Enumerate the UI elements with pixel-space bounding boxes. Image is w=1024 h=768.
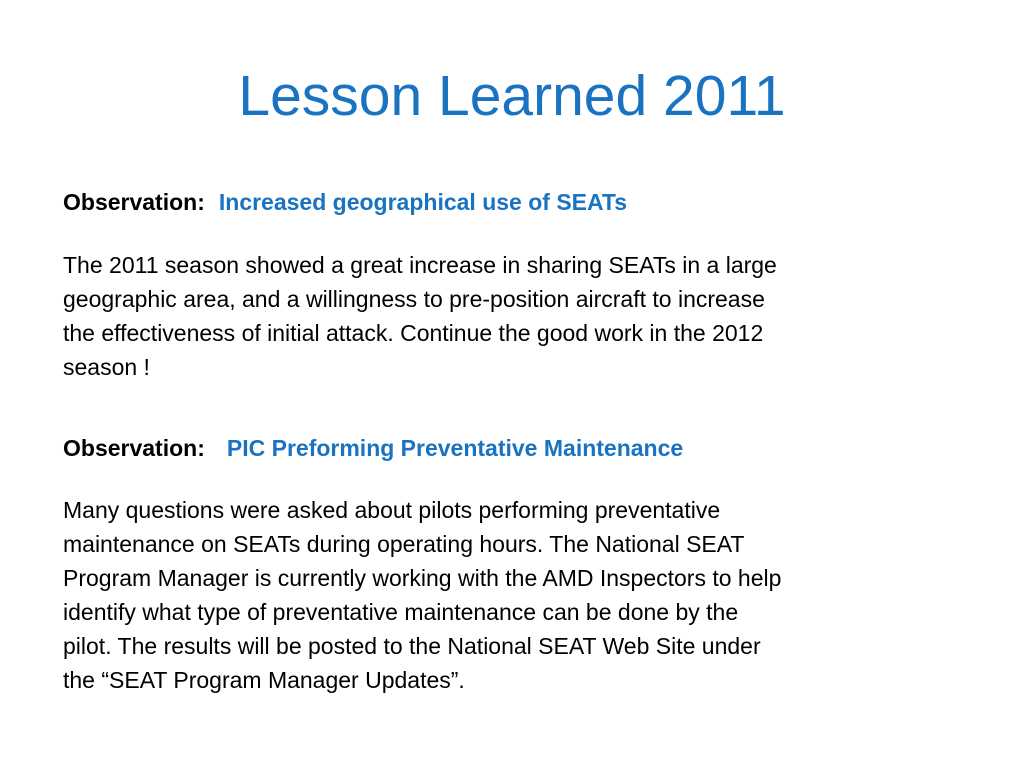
observation-topic: Increased geographical use of SEATs xyxy=(218,189,628,215)
observation-heading xyxy=(63,434,683,462)
observation-topic: PIC Preforming Preventative Maintenance xyxy=(226,435,684,461)
observation-body: Many questions were asked about pilots performing preventative maintenance on SEATs during operating hours. The National SEAT Program Manager is currently working with the AMD Inspectors to help identify what type of preventative maintenance can be done by the pilot. The results will be posted to the National SEAT Web Site under the “SEAT Program Manager Updates”. xyxy=(63,497,782,693)
slide-title: Lesson Learned 2011 xyxy=(238,64,786,128)
observation-body: The 2011 season showed a great increase in sharing SEATs in a large geographic area, and a willingness to pre-position aircraft to increase the effectiveness of initial attack. Continue the good work in the 2012 season ! xyxy=(63,252,777,380)
observation-heading xyxy=(63,188,627,216)
observation-label: Observation: xyxy=(63,435,205,461)
observation-label: Observation: xyxy=(63,189,205,215)
